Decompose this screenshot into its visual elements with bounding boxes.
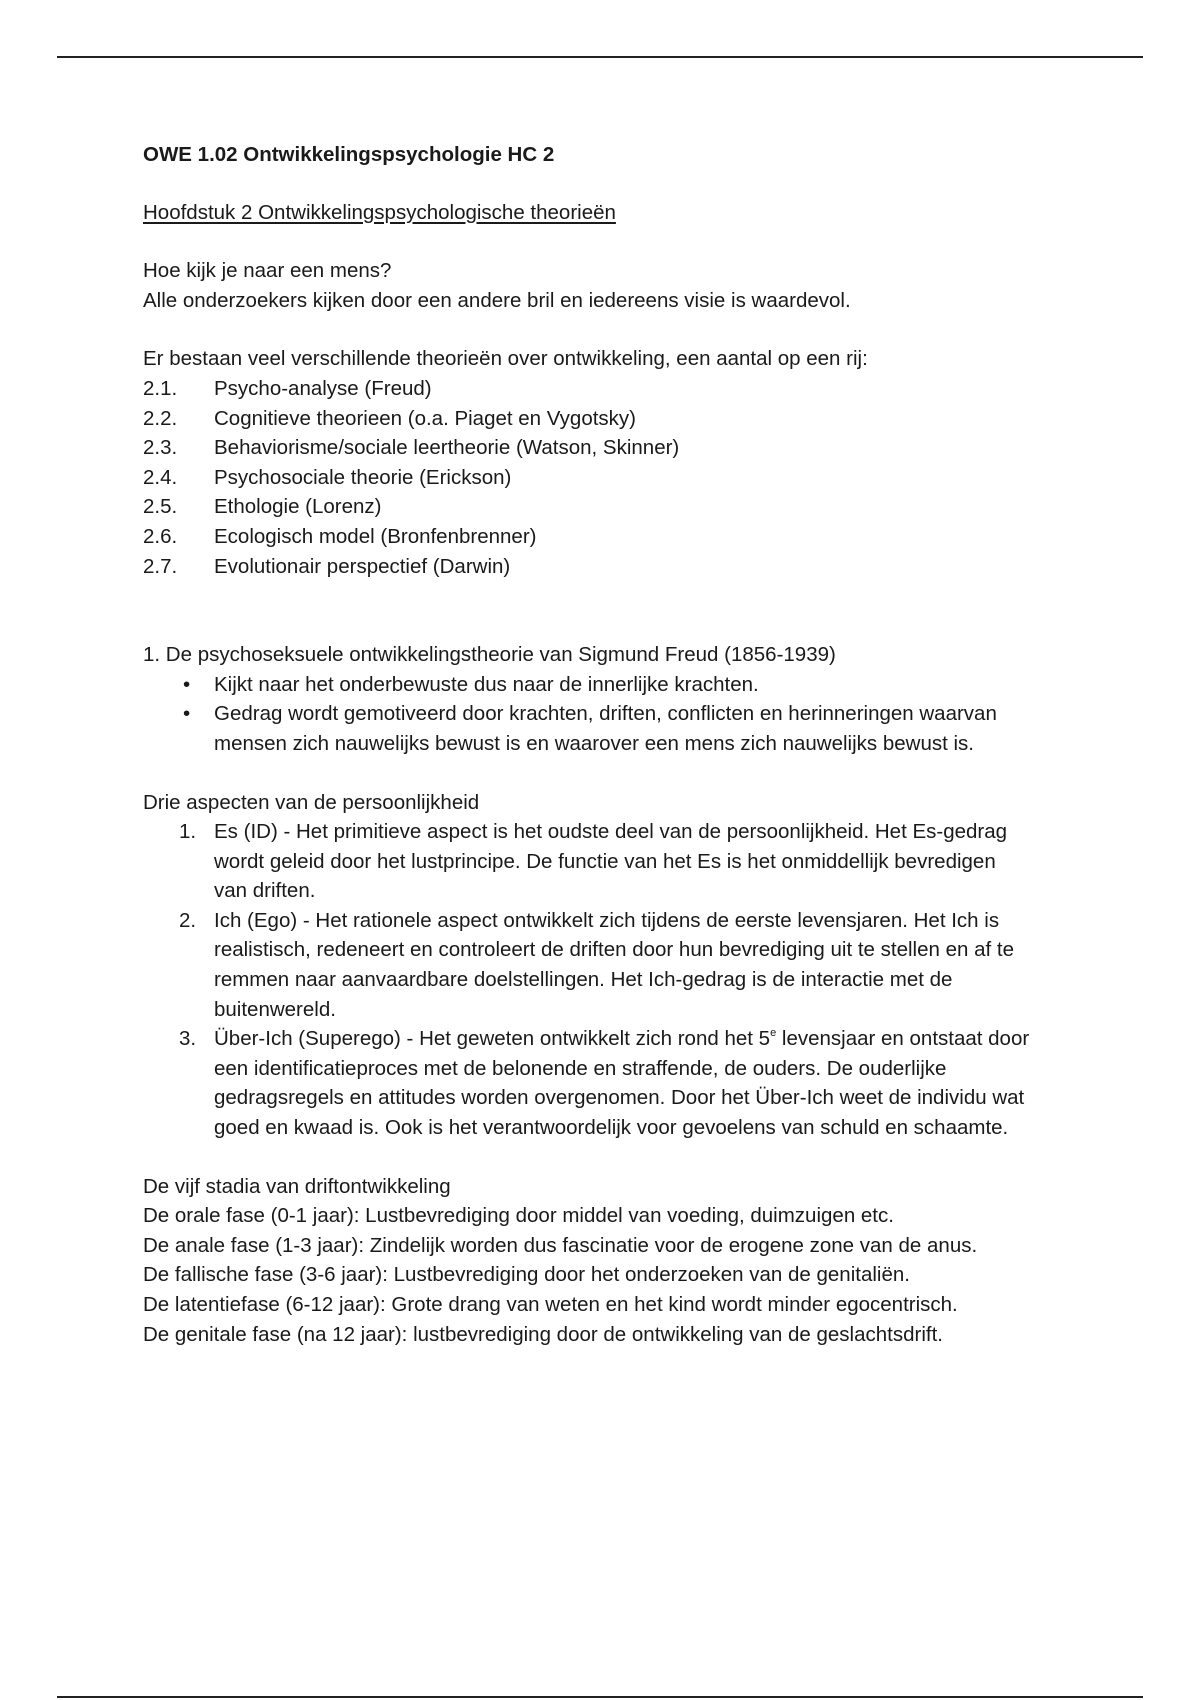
bullet-icon: •	[183, 672, 191, 696]
stage-line: De fallische fase (3-6 jaar): Lustbevrediging door het onderzoeken van de genitaliën.	[143, 1263, 910, 1287]
list-text	[214, 1024, 1063, 1142]
stage-line: De genitale fase (na 12 jaar): lustbevrediging door de ontwikkeling van de geslachtsdrift.	[143, 1322, 943, 1346]
list-number: 2.5.	[143, 495, 178, 519]
intro-question: Hoe kijk je naar een mens?	[143, 259, 392, 283]
list-item	[143, 463, 1063, 493]
list-text: Cognitieve theorieen (o.a. Piaget en Vygotsky)	[214, 406, 637, 430]
footer-rule	[57, 1696, 1143, 1698]
freud-bullets	[143, 670, 1063, 759]
list-text: Psychosociale theorie (Erickson)	[214, 465, 512, 489]
list-item	[143, 522, 1063, 552]
stage-line: De anale fase (1-3 jaar): Zindelijk worden dus fascinatie voor de erogene zone van de anus.	[143, 1233, 978, 1257]
text-segment: levensjaar en ontstaat door een identificatieproces met de belonende en straffende, de ouders. De ouderlijke gedragsregels en attitudes worden overgenomen. Door het Über-Ich weet de individu wat goed en kwaad is. Ook is het verantwoordelijk voor gevoelens van schuld en schaamte.	[214, 1027, 1030, 1140]
list-text: Psycho-analyse (Freud)	[214, 376, 432, 400]
list-item	[143, 1024, 1063, 1142]
list-text: Ecologisch model (Bronfenbrenner)	[214, 524, 537, 548]
list-item	[143, 404, 1063, 434]
list-item	[143, 374, 1063, 404]
chapter-heading: Hoofdstuk 2 Ontwikkelingspsychologische theorieën	[143, 200, 616, 224]
stage-line: De latentiefase (6-12 jaar): Grote drang van weten en het kind wordt minder egocentrisch.	[143, 1293, 958, 1316]
bullet-icon: •	[183, 702, 191, 726]
list-item	[143, 552, 1063, 582]
list-text: Gedrag wordt gemotiveerd door krachten, driften, conflicten en herinneringen waarvan mensen zich nauwelijks bewust is en waarover een mens zich nauwelijks bewust is.	[214, 702, 997, 755]
list-item	[143, 906, 1063, 1024]
aspects-heading: Drie aspecten van de persoonlijkheid	[143, 790, 480, 814]
text-segment: Über-Ich (Superego) - Het geweten ontwikkelt zich rond het 5	[214, 1027, 771, 1051]
list-text: Evolutionair perspectief (Darwin)	[214, 554, 511, 578]
list-item	[143, 433, 1063, 463]
freud-heading: 1. De psychoseksuele ontwikkelingstheorie van Sigmund Freud (1856-1939)	[143, 643, 836, 667]
list-number: 2.7.	[143, 554, 178, 578]
aspects-list	[143, 817, 1063, 1143]
list-number: 2.6.	[143, 524, 178, 548]
list-number: 2.	[179, 908, 197, 932]
theories-list	[143, 374, 1063, 581]
intro-text: Alle onderzoekers kijken door een andere bril en iedereens visie is waardevol.	[143, 288, 851, 312]
superscript: e	[770, 1027, 777, 1040]
stages-heading: De vijf stadia van driftontwikkeling	[143, 1174, 451, 1198]
stage-line: De orale fase (0-1 jaar): Lustbevrediging door middel van voeding, duimzuigen etc.	[143, 1204, 894, 1228]
list-text: Behaviorisme/sociale leertheorie (Watson, Skinner)	[214, 436, 680, 460]
list-number: 2.4.	[143, 465, 178, 489]
list-text: Ethologie (Lorenz)	[214, 495, 382, 519]
list-number: 2.2.	[143, 406, 178, 430]
list-number: 2.1.	[143, 376, 178, 400]
document-title: OWE 1.02 Ontwikkelingspsychologie HC 2	[143, 143, 555, 166]
list-item	[143, 492, 1063, 522]
list-item	[143, 817, 1063, 906]
list-item	[143, 670, 1063, 700]
theories-intro: Er bestaan veel verschillende theorieën over ontwikkeling, een aantal op een rij:	[143, 347, 868, 371]
list-item	[143, 699, 1063, 758]
header-rule	[57, 56, 1143, 58]
list-text: Es (ID) - Het primitieve aspect is het oudste deel van de persoonlijkheid. Het Es-gedrag wordt geleid door het lustprincipe. De functie van het Es is het onmiddellijk bevredigen van driften.	[214, 820, 1008, 903]
list-number: 3.	[179, 1027, 197, 1051]
list-text: Kijkt naar het onderbewuste dus naar de innerlijke krachten.	[214, 672, 759, 696]
list-text: Ich (Ego) - Het rationele aspect ontwikkelt zich tijdens de eerste levensjaren. Het Ich is realistisch, redeneert en controleert de driften door hun bevrediging uit te stellen en af te remmen naar aanvaardbare doelstellingen. Het Ich-gedrag is de interactie met de buitenwereld.	[214, 908, 1014, 1021]
list-number: 2.3.	[143, 436, 178, 460]
list-number: 1.	[179, 820, 197, 844]
document-page	[143, 140, 1063, 1349]
